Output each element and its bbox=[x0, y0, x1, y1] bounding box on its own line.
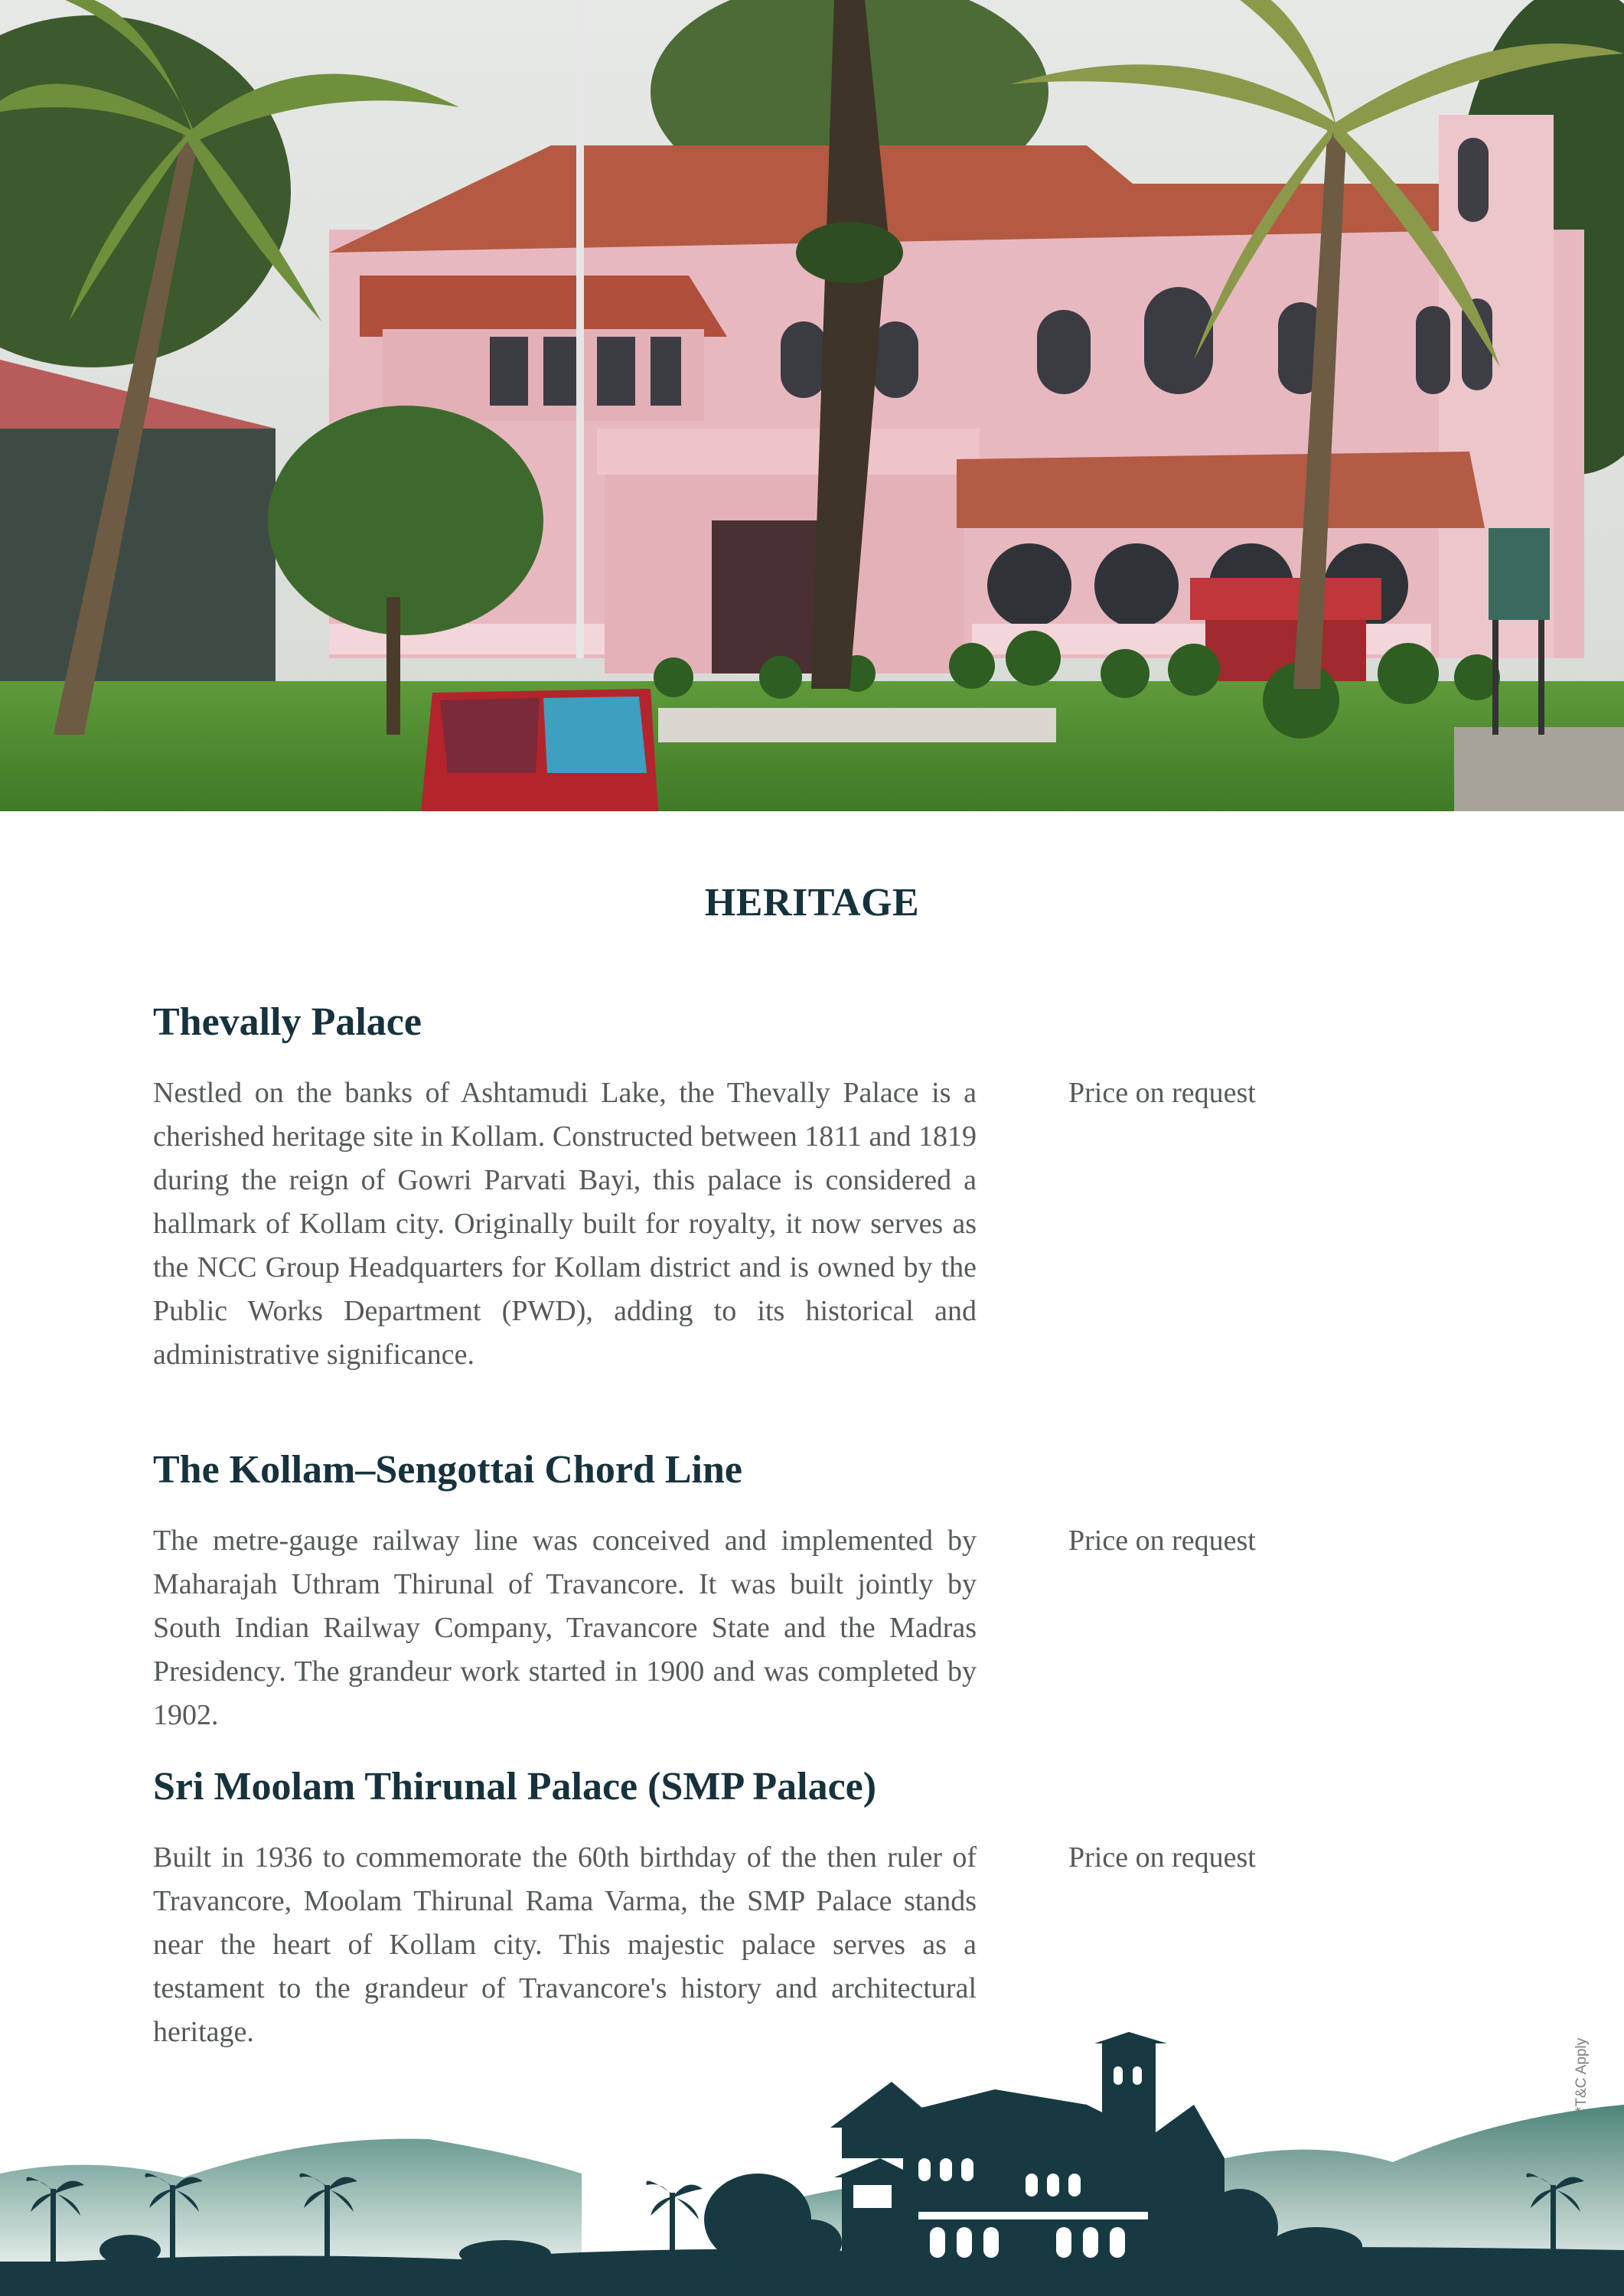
entry-price: Price on request bbox=[1068, 1525, 1256, 1557]
heritage-entry bbox=[153, 1763, 1469, 2048]
section-title: HERITAGE bbox=[704, 881, 920, 925]
entry-description: The metre-gauge railway line was conceived and implemented by Maharajah Uthram Thirunal of Travancore. It was built jointly by South Indian Railway Company, Travancore State and the Madras Presidency. The grandeur work started in 1900 and was completed by 1902. bbox=[153, 1525, 977, 1731]
entry-description: Nestled on the banks of Ashtamudi Lake, the Thevally Palace is a cherished heritage site in Kollam. Constructed between 1811 and 1819 during the reign of Gowri Parvati Bayi, this palace is considered a hallmark of Kollam city. Originally built for royalty, it now serves as the NCC Group Headquarters for Kollam district and is owned by the Public Works Department (PWD), adding to its historical and administrative significance. bbox=[153, 1077, 977, 1371]
entry-title: Sri Moolam Thirunal Palace (SMP Palace) bbox=[153, 1765, 877, 1808]
footer-illustration bbox=[0, 2020, 1624, 2296]
entry-title: The Kollam–Sengottai Chord Line bbox=[153, 1448, 742, 1492]
entry-price: Price on request bbox=[1068, 1077, 1256, 1109]
entry-price: Price on request bbox=[1068, 1841, 1256, 1874]
terms-note: *T&C Apply bbox=[1573, 2037, 1590, 2112]
hero-photo bbox=[0, 0, 1624, 811]
entry-title: Thevally Palace bbox=[153, 1000, 422, 1044]
heritage-entry bbox=[153, 998, 1469, 1371]
entry-description: Built in 1936 to commemorate the 60th birthday of the then ruler of Travancore, Moolam Thirunal Rama Varma, the SMP Palace stands near the heart of Kollam city. This majestic palace serves as a testament to the grandeur of Travancore's history and architectural heritage. bbox=[153, 1841, 977, 2048]
heritage-entry bbox=[153, 1446, 1469, 1731]
